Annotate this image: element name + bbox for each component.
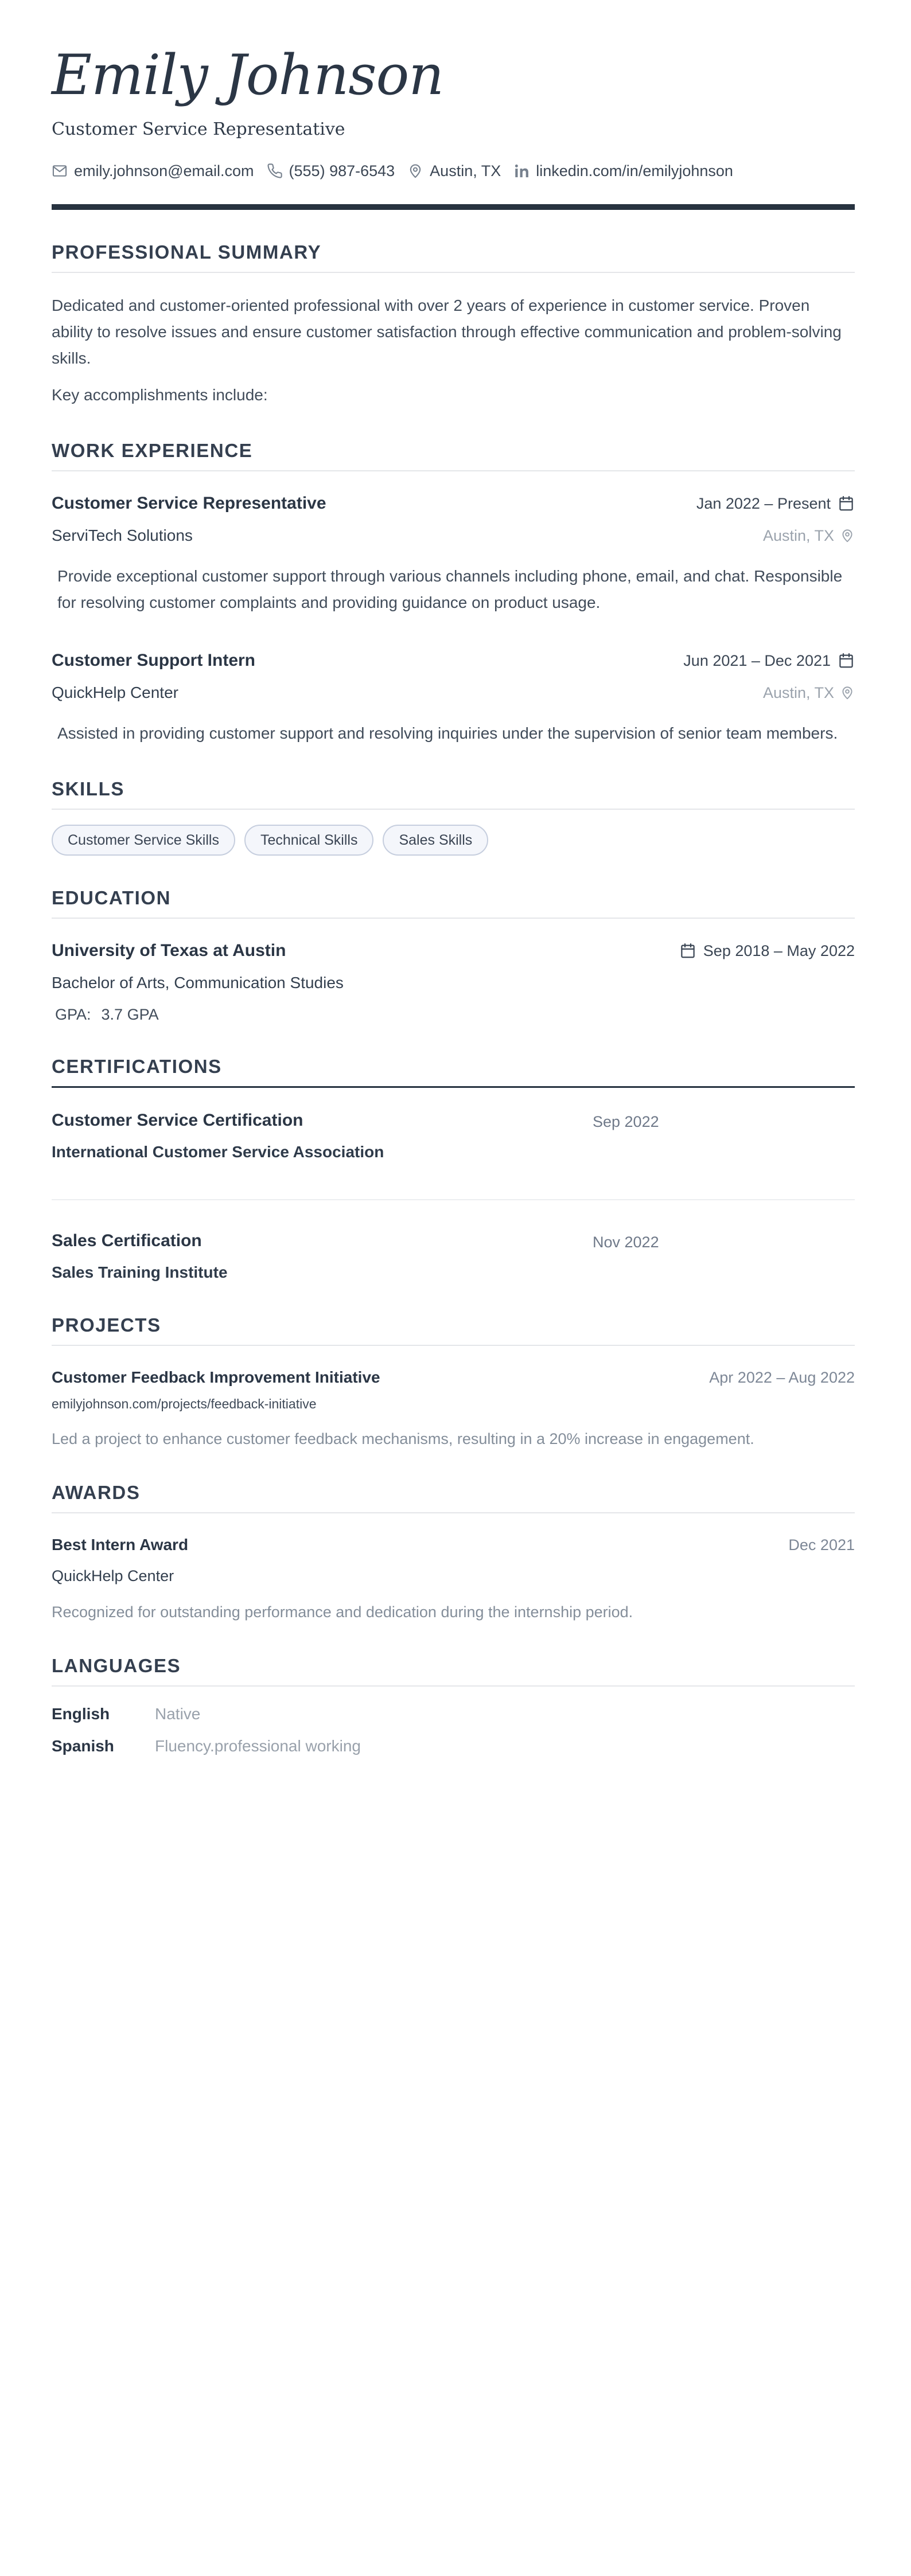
skill-chip: Sales Skills: [383, 825, 488, 856]
education-entry: [52, 939, 855, 1024]
job-location-text: Austin, TX: [762, 526, 834, 544]
section-divider: [52, 272, 855, 273]
section-divider: [52, 1685, 855, 1687]
skills-heading: SKILLS: [52, 778, 124, 799]
section-divider: [52, 1345, 855, 1346]
section-divider-dark: [52, 1086, 855, 1088]
header-divider: [52, 204, 855, 210]
project-dates: Apr 2022 – Aug 2022: [709, 1368, 855, 1386]
summary-heading: PROFESSIONAL SUMMARY: [52, 241, 322, 263]
gpa-value: 3.7 GPA: [101, 1005, 159, 1023]
language-level: Native: [155, 1704, 201, 1723]
degree-name: Bachelor of Arts, Communication Studies: [52, 973, 344, 992]
section-skills: [52, 778, 855, 856]
calendar-icon: [838, 652, 855, 669]
language-row: [52, 1704, 855, 1724]
project-description: Led a project to enhance customer feedback mechanisms, resulting in a 20% increase in engagement.: [52, 1430, 754, 1447]
resume-header: [52, 45, 855, 210]
location-pin-icon: [840, 685, 855, 700]
job-location: [763, 682, 855, 703]
section-divider: [52, 809, 855, 810]
location-icon: [407, 163, 423, 179]
section-work-experience: [52, 439, 855, 747]
entry-divider: [52, 1199, 855, 1200]
contact-phone-text: (555) 987-6543: [289, 162, 395, 179]
section-summary: [52, 241, 855, 408]
contact-linkedin-text: linkedin.com/in/emilyjohnson: [536, 162, 733, 179]
certification-date: Sep 2022: [593, 1113, 659, 1130]
calendar-icon: [838, 495, 855, 512]
contact-linkedin: [513, 162, 733, 180]
company-name: QuickHelp Center: [52, 683, 178, 701]
contact-email: [52, 162, 254, 180]
person-title: Customer Service Representative: [52, 119, 345, 139]
job-description: Provide exceptional customer support through various channels including phone, email, and chat. Responsible for resolving customer complaints and providing guidance on product usage.: [57, 567, 843, 611]
section-education: [52, 887, 855, 1024]
skills-chip-list: [52, 825, 855, 856]
section-divider: [52, 1512, 855, 1513]
job-title: Customer Support Intern: [52, 650, 256, 670]
job-description: Assisted in providing customer support and resolving inquiries under the supervision of senior team members.: [57, 724, 838, 742]
certification-issuer: International Customer Service Association: [52, 1142, 384, 1161]
skill-chip: Customer Service Skills: [52, 825, 235, 856]
project-name: Customer Feedback Improvement Initiative: [52, 1368, 380, 1386]
job-location-text: Austin, TX: [762, 684, 834, 701]
section-projects: [52, 1314, 855, 1450]
job-location: [763, 525, 855, 546]
certification-date: Nov 2022: [593, 1233, 659, 1251]
certification-name: Sales Certification: [52, 1231, 202, 1250]
language-name: English: [52, 1704, 110, 1723]
language-name: Spanish: [52, 1736, 114, 1755]
section-certifications: [52, 1055, 855, 1283]
certification-issuer: Sales Training Institute: [52, 1263, 228, 1281]
job-dates-text: Jun 2021 – Dec 2021: [683, 651, 831, 669]
work-heading: WORK EXPERIENCE: [52, 439, 253, 461]
certification-name: Customer Service Certification: [52, 1110, 303, 1130]
mail-icon: [52, 163, 68, 179]
location-pin-icon: [840, 528, 855, 543]
job-dates-text: Jan 2022 – Present: [696, 494, 831, 512]
education-dates-text: Sep 2018 – May 2022: [703, 942, 855, 959]
awards-heading: AWARDS: [52, 1481, 141, 1503]
award-name: Best Intern Award: [52, 1535, 189, 1554]
work-entry: [52, 492, 855, 616]
work-entry: [52, 649, 855, 747]
language-level: Fluency.professional working: [155, 1736, 361, 1755]
gpa-label: GPA:: [55, 1005, 91, 1023]
certification-entry: [52, 1110, 855, 1162]
project-entry: [52, 1367, 855, 1450]
school-name: University of Texas at Austin: [52, 940, 286, 960]
contact-email-text: emily.johnson@email.com: [74, 162, 254, 179]
contact-row: [52, 162, 855, 180]
projects-heading: PROJECTS: [52, 1314, 161, 1336]
education-heading: EDUCATION: [52, 887, 172, 908]
award-entry: [52, 1534, 855, 1623]
award-issuer: QuickHelp Center: [52, 1567, 174, 1584]
contact-phone: [267, 162, 395, 180]
contact-location-text: Austin, TX: [430, 162, 501, 179]
award-date: Dec 2021: [788, 1536, 855, 1554]
section-divider: [52, 470, 855, 471]
award-description: Recognized for outstanding performance and dedication during the internship period.: [52, 1603, 633, 1621]
job-title: Customer Service Representative: [52, 493, 326, 513]
gpa-line: [52, 1005, 855, 1024]
phone-icon: [267, 163, 283, 179]
job-dates: [696, 492, 855, 515]
person-name: Emily Johnson: [52, 43, 444, 107]
section-divider: [52, 918, 855, 919]
section-awards: [52, 1481, 855, 1623]
certifications-heading: CERTIFICATIONS: [52, 1055, 222, 1077]
education-dates: [679, 939, 855, 962]
language-row: [52, 1736, 855, 1757]
certification-entry: [52, 1230, 855, 1283]
summary-paragraph: Dedicated and customer-oriented professional with over 2 years of experience in customer service. Proven ability to resolve issues and ensure customer satisfaction through effective communication and problem-solving skills.: [52, 296, 842, 367]
project-url: emilyjohnson.com/projects/feedback-initiative: [52, 1396, 317, 1411]
summary-subtext: Key accomplishments include:: [52, 385, 268, 404]
calendar-icon: [679, 942, 696, 959]
language-list: [52, 1704, 855, 1757]
company-name: ServiTech Solutions: [52, 526, 193, 544]
skill-chip: Technical Skills: [244, 825, 374, 856]
section-languages: [52, 1654, 855, 1757]
job-dates: [683, 649, 855, 672]
linkedin-icon: [513, 163, 530, 179]
contact-location: [407, 162, 501, 180]
languages-heading: LANGUAGES: [52, 1654, 181, 1676]
